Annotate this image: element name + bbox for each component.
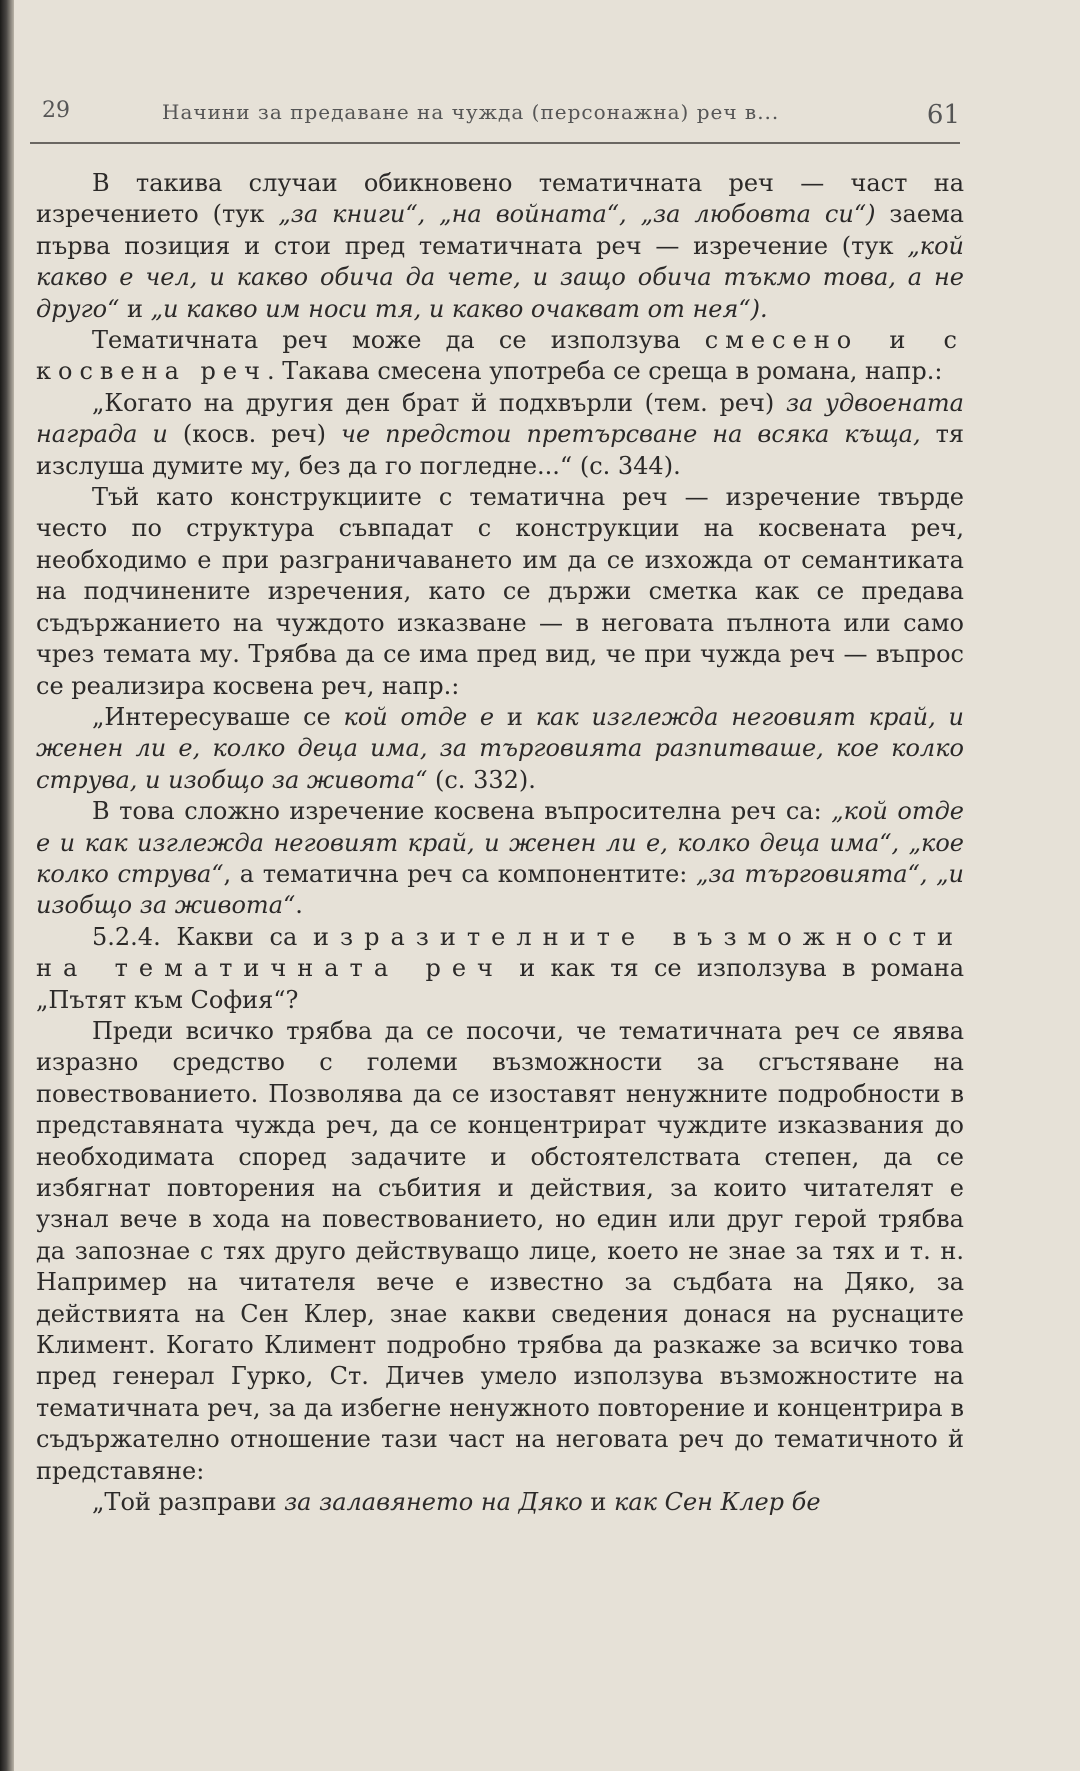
page-number: 61 <box>926 100 960 130</box>
section-heading-paragraph: 5.2.4. Какви са изразителните възможности на тематичната реч и как тя се използува в романа „Пътят към София“? <box>36 922 964 1014</box>
book-page <box>14 0 1080 1771</box>
quote-paragraph: „Той разправи за залавянето на Дяко и как Сен Клер бе <box>92 1488 821 1517</box>
paragraph: В такива случаи обикновено тематичната реч — част на изречението (тук „за книги“, „на войната“, „за любовта си“) заема първа позиция и стои пред тематичната реч — изречение (тук „кой какво е чел, и какво обича да чете, и защо обича тъкмо това, а не друго“ и „и какво им носи тя, и какво очакват от нея“). <box>36 169 964 323</box>
book-spine <box>0 0 14 1771</box>
body-text <box>36 168 964 1518</box>
running-title: Начини за предаване на чужда (персонажна) реч в... <box>162 100 780 124</box>
spaced-emphasis: смесено и с косвена реч <box>36 326 964 386</box>
paragraph: Преди всичко трябва да се посочи, че тематичната реч се явява изразно средство с големи възможности за сгъстяване на повествованието. Позволява да се изоставят ненужните подробности в представяната чужда реч, да се концентрират чуждите изказвания до необходимата според задачите и обстоятелствата степен, да се избягнат повторения на събития и действия, за които читателят е узнал вече в хода на повествованието, но един или друг герой трябва да запознае с тях друго действуващо лице, което не знае за тях и т. н. Например на читателя вече е известно за съдбата на Дяко, за действията на Сен Клер, знае какви сведения донася на руснаците Климент. Когато Климент подробно трябва да разкаже за всичко това пред генерал Гурко, Ст. Дичев умело използува възможностите на тематичната реч, за да избегне ненужното повторение и концентрира в съдържателно отношение тази част на неговата реч до тематичното й представяне: <box>36 1016 964 1485</box>
section-number: 29 <box>42 98 70 123</box>
page-header <box>30 98 960 144</box>
paragraph: В това сложно изречение косвена въпросителна реч са: „кой отде е и как изглежда неговият край, и женен ли е, колко деца има“, „кое колко струва“, а тематична реч са компонентите: „за търговията“, „и изобщо за живота“. <box>36 797 965 920</box>
quote-paragraph: „Когато на другия ден брат й подхвърли (тем. реч) за удвоената награда и (косв. реч) че предстои претърсване на всяка къща, тя изслуша думите му, без да го погледне...“ (с. 344). <box>36 388 965 480</box>
paragraph: Тематичната реч може да се използува смесено и с косвена реч. Такава смесена употреба се среща в романа, напр.: <box>36 326 964 386</box>
paragraph: Тъй като конструкциите с тематична реч — изречение твърде често по структура съвпадат с конструкции на косвената реч, необходимо е при разграничаването им да се изхожда от семантиката на подчинените изречения, като се държи сметка как се предава съдържанието на чуждото изказване — в неговата пълнота или само чрез темата му. Трябва да се има пред вид, че при чужда реч — въпрос се реализира косвена реч, напр.: <box>36 483 964 700</box>
quote-paragraph: „Интересуваше се кой отде е и как изглежда неговият край, и женен ли е, колко деца има, за търговията разпитваше, кое колко струва, и изобщо за живота“ (с. 332). <box>36 702 964 794</box>
spaced-emphasis: изразителните възможности на тематичната реч <box>36 922 964 983</box>
